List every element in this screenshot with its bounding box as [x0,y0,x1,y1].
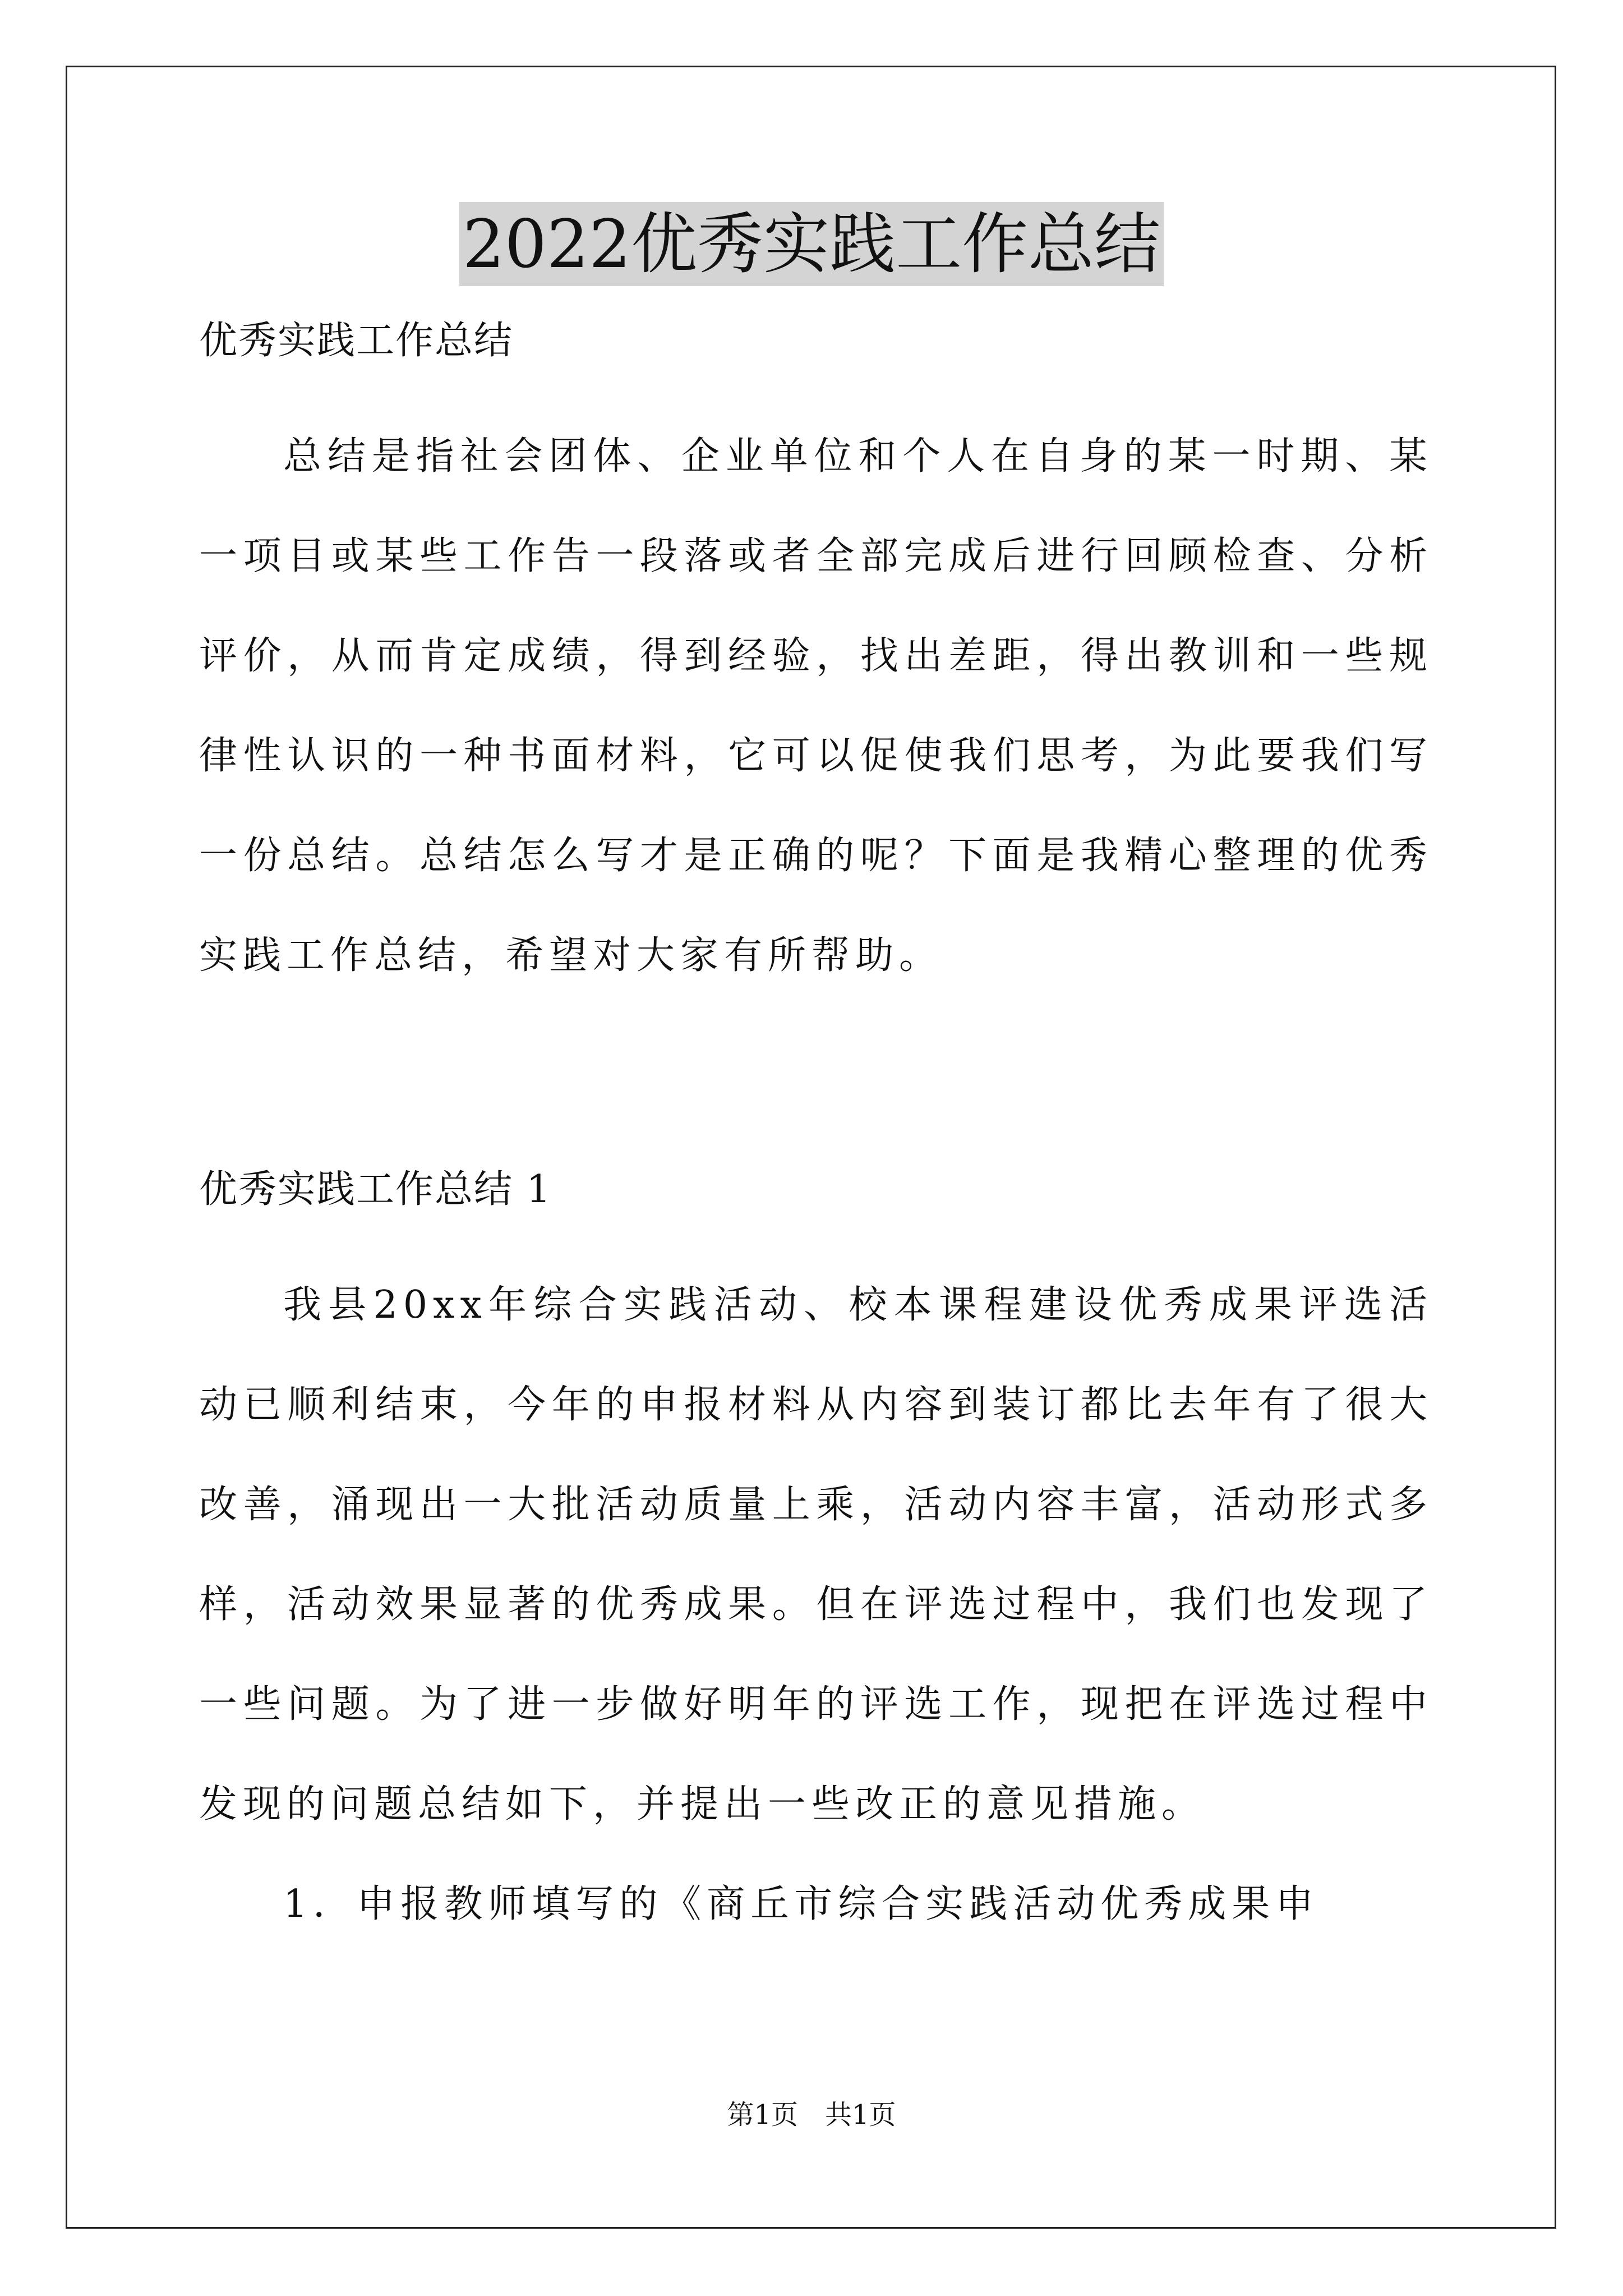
section-1-paragraph: 我县20xx年综合实践活动、校本课程建设优秀成果评选活动已顺利结束，今年的申报材料从内容到装订都比去年有了很大改善，涌现出一大批活动质量上乘，活动内容丰富，活动形式多样，活动效果显著的优秀成果。但在评选过程中，我们也发现了一些问题。为了进一步做好明年的评选工作，现把在评选过程中发现的问题总结如下，并提出一些改正的意见措施。 [199,1283,1433,1826]
spacer [199,1006,1433,1163]
intro-paragraph: 总结是指社会团体、企业单位和个人在自身的某一时期、某一项目或某些工作告一段落或者全部完成后进行回顾检查、分析评价，从而肯定成绩，得到经验，找出差距，得出教训和一些规律性认识的一种书面材料，它可以促使我们思考，为此要我们写一份总结。总结怎么写才是正确的呢？下面是我精心整理的优秀实践工作总结，希望对大家有所帮助。 [199,434,1433,978]
document-body [199,314,1433,1954]
spacer [199,367,1433,407]
spacer [199,1216,1433,1255]
list-item: 1．申报教师填写的《商丘市综合实践活动优秀成果申 [283,1882,1320,1926]
page-footer: 第1页 共1页 [727,2099,896,2131]
document-title: 2022优秀实践工作总结 [459,202,1164,286]
intro-heading: 优秀实践工作总结 [199,319,514,363]
title-container [0,202,1623,286]
section-1-heading: 优秀实践工作总结 1 [199,1167,552,1212]
